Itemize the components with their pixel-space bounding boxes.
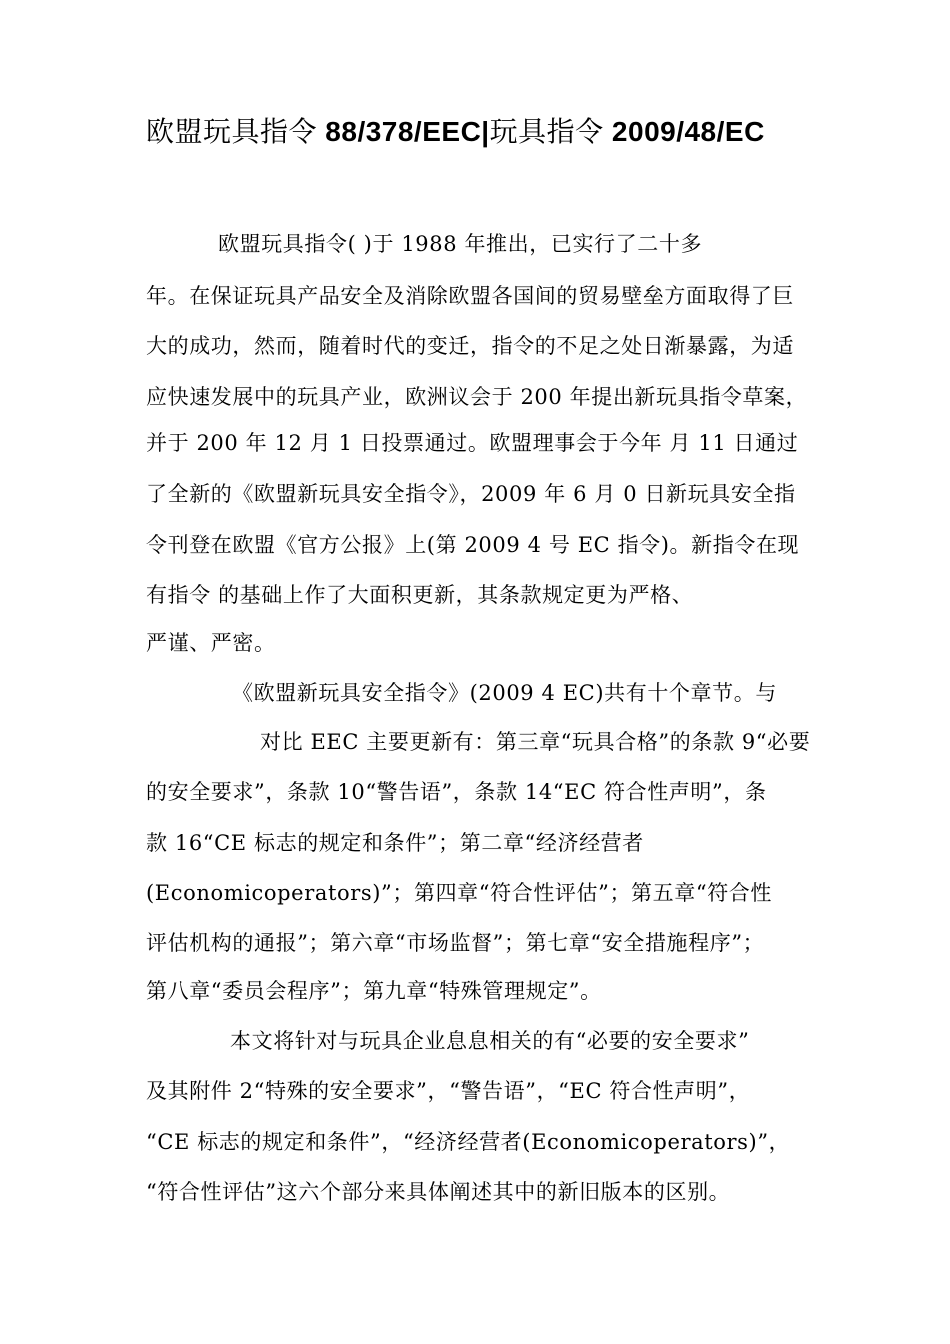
title-text-2: 玩具指令 xyxy=(489,115,604,148)
paragraph-1-line-6: 了全新的《欧盟新玩具安全指令》，2009 年 6 月 0 日新玩具安全指 xyxy=(146,482,796,506)
paragraph-3-line-3: “CE 标志的规定和条件”，“经济经营者(Economicoperators)”， xyxy=(146,1130,791,1154)
paragraph-1-line-2: 年。在保证玩具产品安全及消除欧盟各国间的贸易壁垒方面取得了巨 xyxy=(146,284,794,308)
paragraph-1-line-1: 欧盟玩具指令( )于 1988 年推出，已实行了二十多 xyxy=(218,232,703,256)
title-text-1: 欧盟玩具指令 xyxy=(146,115,318,148)
paragraph-3-line-1: 本文将针对与玩具企业息息相关的有“必要的安全要求” xyxy=(230,1029,750,1053)
paragraph-2-line-2: 对比 EEC 主要更新有：第三章“玩具合格”的条款 9“必要 xyxy=(260,730,811,754)
paragraph-2-line-7: 第八章“委员会程序”；第九章“特殊管理规定”。 xyxy=(146,979,602,1003)
paragraph-1-line-8: 有指令 的基础上作了大面积更新，其条款规定更为严格、 xyxy=(146,583,694,607)
title-directive-old: 88/378/EEC| xyxy=(317,116,490,147)
paragraph-3-line-4: “符合性评估”这六个部分来具体阐述其中的新旧版本的区别。 xyxy=(146,1180,731,1204)
paragraph-2-line-4: 款 16“CE 标志的规定和条件”；第二章“经济经营者 xyxy=(146,831,644,855)
title-directive-new: 2009/48/EC xyxy=(603,116,765,147)
paragraph-1-line-4: 应快速发展中的玩具产业，欧洲议会于 200 年提出新玩具指令草案， xyxy=(146,385,808,409)
paragraph-1-line-5: 并于 200 年 12 月 1 日投票通过。欧盟理事会于今年 月 11 日通过 xyxy=(146,431,799,455)
paragraph-2-line-3: 的安全要求”，条款 10“警告语”，条款 14“EC 符合性声明”，条 xyxy=(146,780,767,804)
paragraph-2-line-1: 《欧盟新玩具安全指令》(2009 4 EC)共有十个章节。与 xyxy=(232,681,777,705)
paragraph-2-line-5: (Economicoperators)”；第四章“符合性评估”；第五章“符合性 xyxy=(146,881,772,905)
paragraph-1-line-3: 大的成功，然而，随着时代的变迁，指令的不足之处日渐暴露，为适 xyxy=(146,334,794,358)
paragraph-2-line-6: 评估机构的通报”；第六章“市场监督”；第七章“安全措施程序”； xyxy=(146,931,765,955)
document-title xyxy=(146,112,765,152)
paragraph-3-line-2: 及其附件 2“特殊的安全要求”，“警告语”，“EC 符合性声明”， xyxy=(146,1079,751,1103)
paragraph-1-line-9: 严谨、严密。 xyxy=(146,631,276,655)
paragraph-1-line-7: 令刊登在欧盟《官方公报》上(第 2009 4 号 EC 指令)。新指令在现 xyxy=(146,533,800,557)
